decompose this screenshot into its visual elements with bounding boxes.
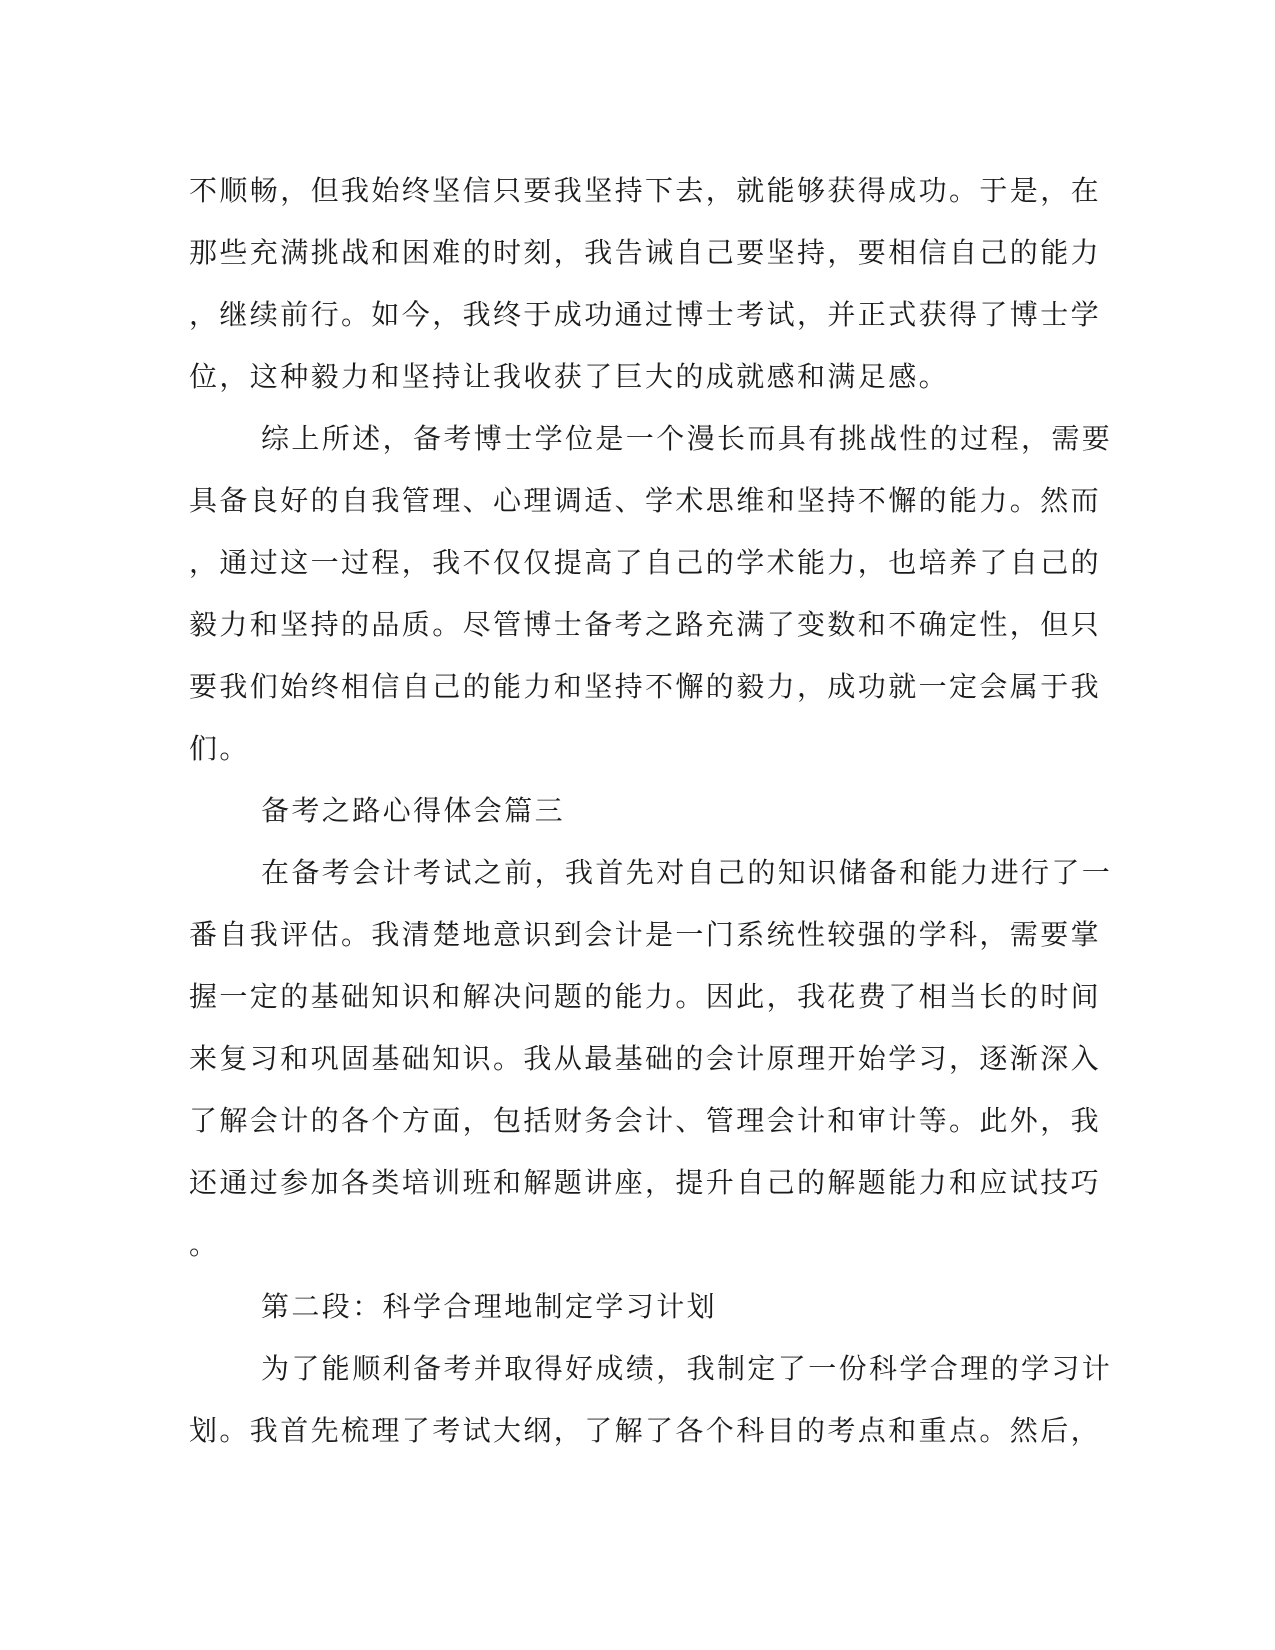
text-line: 。 (189, 1228, 220, 1261)
paragraph-summary (189, 408, 1113, 780)
heading-text: 第二段：科学合理地制定学习计划 (261, 1290, 718, 1323)
text-line: 们。 (189, 732, 250, 765)
text-line: 握一定的基础知识和解决问题的能力。因此，我花费了相当长的时间 (189, 980, 1102, 1013)
text-line: 为了能顺利备考并取得好成绩，我制定了一份科学合理的学习计 (261, 1352, 1113, 1385)
text-line: 来复习和巩固基础知识。我从最基础的会计原理开始学习，逐渐深入 (189, 1042, 1102, 1075)
text-line: 要我们始终相信自己的能力和坚持不懈的毅力，成功就一定会属于我 (189, 670, 1102, 703)
text-line: 划。我首先梳理了考试大纲，了解了各个科目的考点和重点。然后， (189, 1414, 1102, 1447)
section-heading (189, 780, 1087, 842)
text-line: 综上所述，备考博士学位是一个漫长而具有挑战性的过程，需要 (261, 422, 1113, 455)
text-line: 位，这种毅力和坚持让我收获了巨大的成就感和满足感。 (189, 360, 950, 393)
text-line: 了解会计的各个方面，包括财务会计、管理会计和审计等。此外，我 (189, 1104, 1102, 1137)
text-line: 还通过参加各类培训班和解题讲座，提升自己的解题能力和应试技巧 (189, 1166, 1102, 1199)
text-line: 具备良好的自我管理、心理调适、学术思维和坚持不懈的能力。然而 (189, 484, 1102, 517)
paragraph-accounting-self-assessment (189, 842, 1113, 1276)
paragraph-study-plan (189, 1338, 1113, 1462)
document-body (189, 160, 1113, 1462)
text-line: 番自我评估。我清楚地意识到会计是一门系统性较强的学科，需要掌 (189, 918, 1102, 951)
text-line: 在备考会计考试之前，我首先对自己的知识储备和能力进行了一 (261, 856, 1113, 889)
heading-text: 备考之路心得体会篇三 (261, 794, 566, 827)
text-line: 不顺畅，但我始终坚信只要我坚持下去，就能够获得成功。于是，在 (189, 174, 1102, 207)
text-line: 那些充满挑战和困难的时刻，我告诫自己要坚持，要相信自己的能力 (189, 236, 1102, 269)
text-line: 毅力和坚持的品质。尽管博士备考之路充满了变数和不确定性，但只 (189, 608, 1102, 641)
paragraph-conclusion-phd (189, 160, 1102, 408)
text-line: ，继续前行。如今，我终于成功通过博士考试，并正式获得了博士学 (189, 298, 1102, 331)
subsection-heading (189, 1276, 1087, 1338)
text-line: ，通过这一过程，我不仅仅提高了自己的学术能力，也培养了自己的 (189, 546, 1102, 579)
